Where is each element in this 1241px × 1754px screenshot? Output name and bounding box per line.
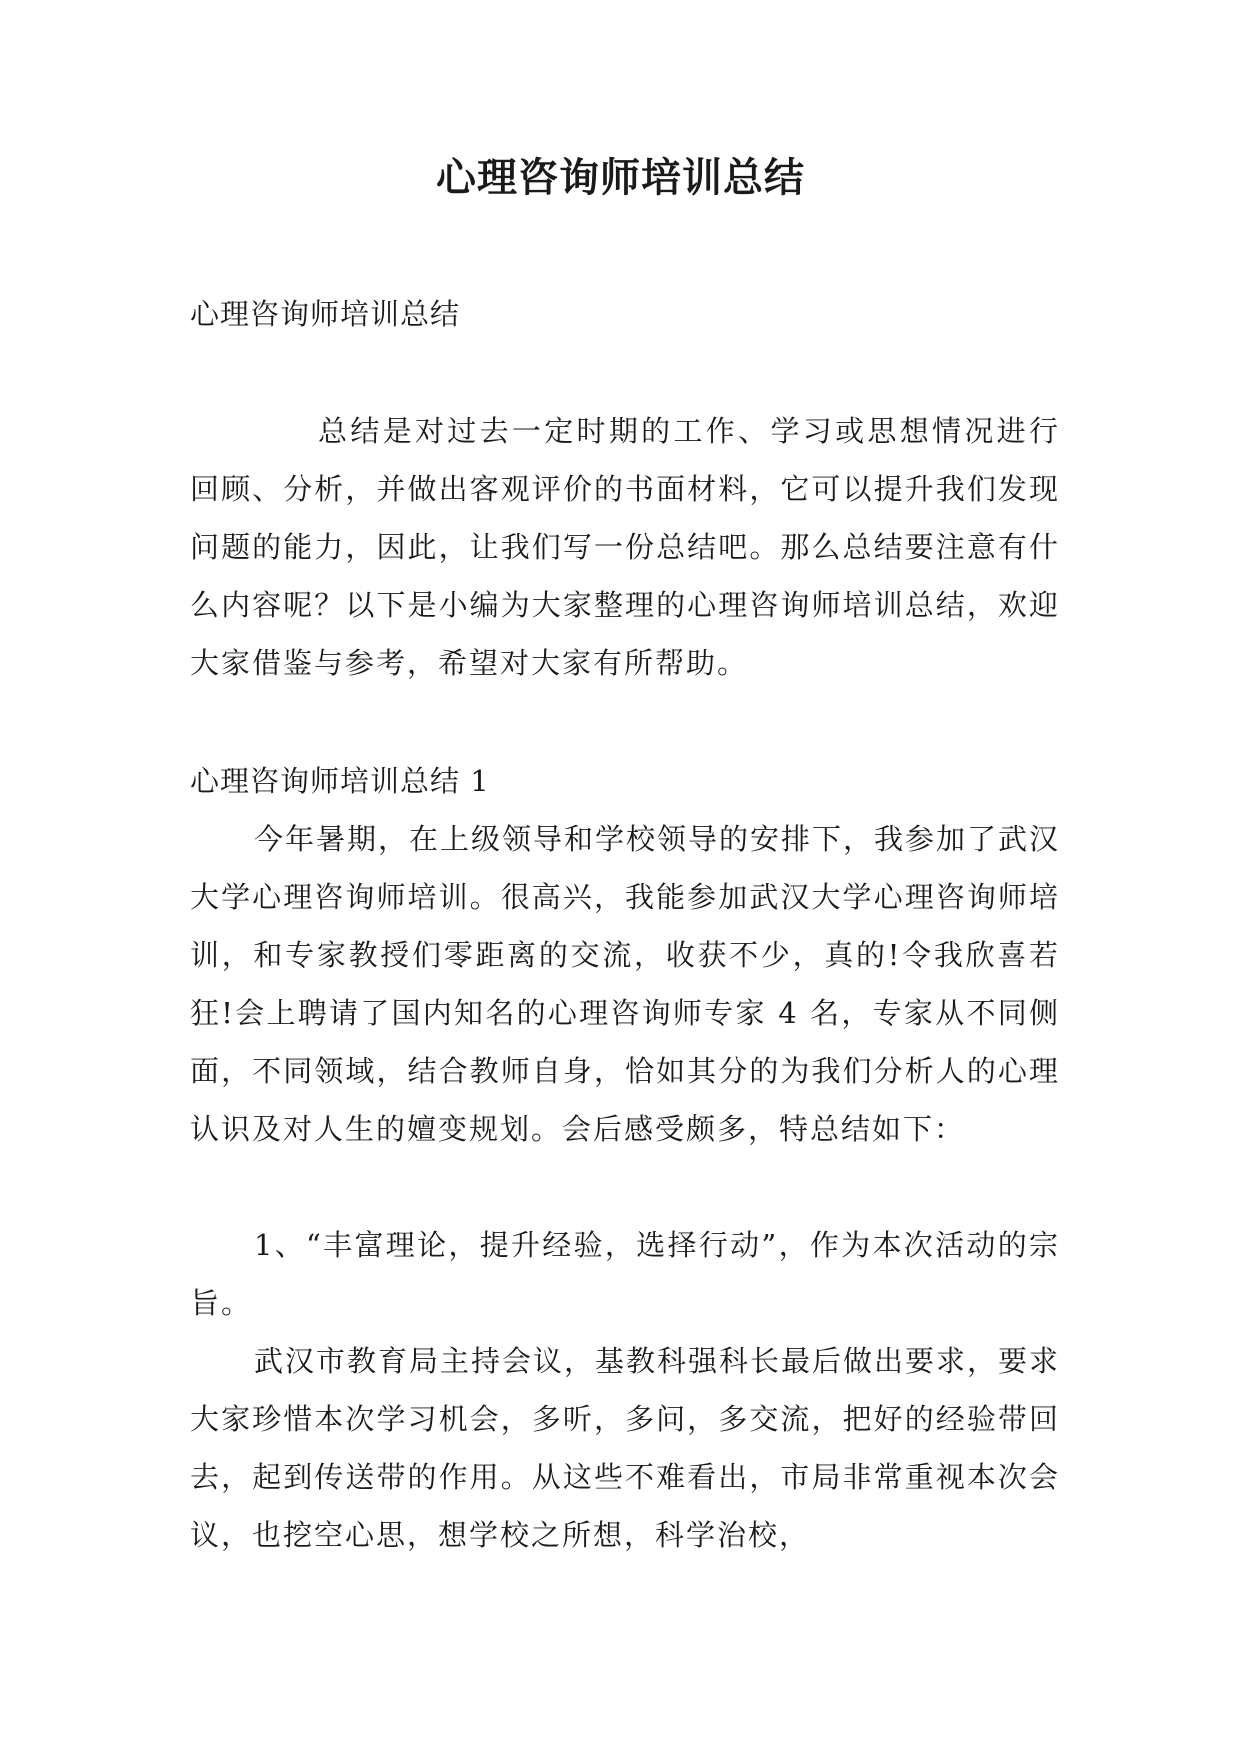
section-heading: 心理咨询师培训总结 1 — [190, 764, 490, 798]
document-title: 心理咨询师培训总结 — [436, 154, 805, 201]
body-paragraph: 武汉市教育局主持会议，基教科强科长最后做出要求，要求大家珍惜本次学习机会，多听，多问，多交流，把好的经验带回去，起到传送带的作用。从这些不难看出，市局非常重视本次会议，也挖空心思，想学校之所想，科学治校， — [190, 1344, 1061, 1552]
body-paragraph: 今年暑期，在上级领导和学校领导的安排下，我参加了武汉大学心理咨询师培训。很高兴，我能参加武汉大学心理咨询师培训，和专家教授们零距离的交流，收获不少，真的!令我欣喜若狂!会上聘请了国内知名的心理咨询师专家 4 名，专家从不同侧面，不同领域，结合教师自身，恰如其分的为我们分析人的心理认识及对人生的嬗变规划。会后感受颇多，特总结如下： — [190, 822, 1061, 1146]
document-subtitle: 心理咨询师培训总结 — [190, 297, 461, 331]
body-paragraph: 1、“丰富理论，提升经验，选择行动”，作为本次活动的宗旨。 — [190, 1228, 1060, 1320]
intro-paragraph: 总结是对过去一定时期的工作、学习或思想情况进行回顾、分析，并做出客观评价的书面材料，它可以提升我们发现问题的能力，因此，让我们写一份总结吧。那么总结要注意有什么内容呢？以下是小编为大家整理的心理咨询师培训总结，欢迎大家借鉴与参考，希望对大家有所帮助。 — [190, 414, 1060, 680]
